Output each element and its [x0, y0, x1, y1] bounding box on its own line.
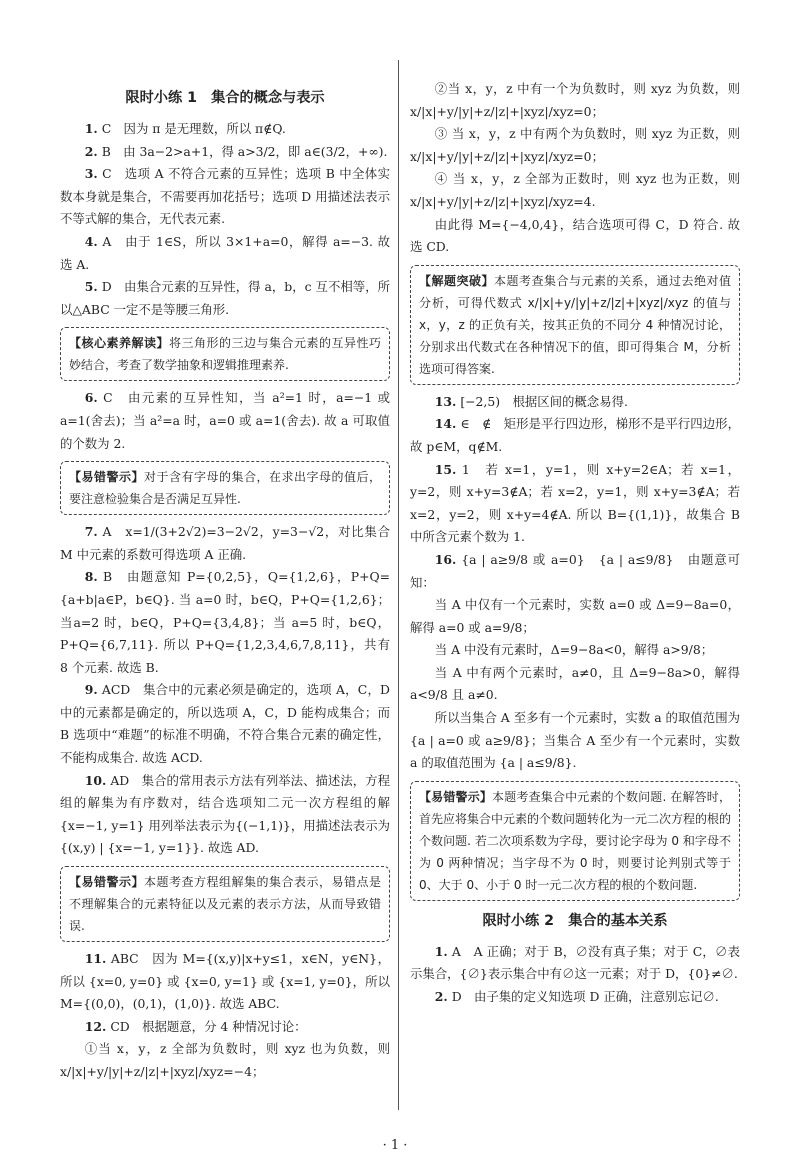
column-rule-top — [398, 60, 399, 78]
note-tag: 【易错警示】 — [69, 875, 144, 890]
note-box — [410, 781, 740, 901]
case-paragraph: ①当 x，y，z 全部为负数时，则 xyz 也为负数，则 x/|x|+y/|y|+z/|z|+|xyz|/xyz=−4； — [60, 1041, 390, 1079]
note-tag: 【易错警示】 — [419, 789, 493, 804]
item-number: 5. — [84, 279, 98, 295]
item-number: 2. — [84, 143, 98, 159]
item-number: 10. — [84, 772, 107, 788]
item-text: D 由集合元素的互异性，得 a，b，c 互不相等，所以△ABC 一定不是等腰三角形. — [60, 279, 390, 317]
item-text: {a | a≥9/8 或 a=0} {a | a≤9/8} 由题意可知： — [410, 551, 740, 590]
item-number: 8. — [84, 569, 98, 585]
item-number: 6. — [84, 390, 98, 406]
answer-item — [410, 413, 740, 458]
paragraph-list — [410, 594, 740, 775]
answer-item — [60, 231, 390, 276]
item-text: [−2,5) 根据区间的概念易得. — [460, 393, 628, 409]
item-number: 15. — [434, 461, 457, 477]
item-text: A A 正确；对于 B，∅没有真子集；对于 C，∅表示集合，{∅}表示集合中有∅这一元素；对于 D，{0}≠∅. — [410, 943, 740, 982]
item-number: 9. — [84, 682, 98, 698]
note-box — [410, 265, 740, 385]
right-column — [410, 78, 740, 1009]
answer-item — [60, 163, 390, 231]
answer-list — [410, 941, 740, 1009]
note-tag: 【解题突破】 — [419, 273, 494, 288]
note-text: 对于含有字母的集合，在求出字母的值后，要注意检验集合是否满足互异性. — [69, 470, 381, 507]
item-text: C 由元素的互异性知，当 a²=1 时，a=−1 或 a=1(舍去)；当 a²=a 时，a=0 或 a=1(舍去). 故 a 可取值的个数为 2. — [60, 390, 390, 451]
answer-item — [60, 521, 390, 566]
case-paragraph: ④ 当 x，y，z 全部为正数时，则 xyz 也为正数，则 x/|x|+y/|y|+z/|z|+|xyz|/xyz=4. — [410, 171, 740, 209]
item-number: 4. — [84, 233, 98, 249]
answer-item — [60, 770, 390, 860]
item-text: ∈ ∉ 矩形是平行四边形，梯形不是平行四边形，故 p∈M，q∉M. — [410, 416, 740, 454]
answer-item — [60, 1016, 390, 1039]
answer-item — [60, 118, 390, 141]
answer-item — [410, 459, 740, 549]
item-number: 2. — [434, 989, 448, 1005]
answer-list — [60, 387, 390, 455]
answer-item — [410, 986, 740, 1009]
case-paragraph: ③ 当 x，y，z 中有两个为负数时，则 xyz 为正数，则 x/|x|+y/|y|+z/|z|+|xyz|/xyz=0； — [410, 126, 740, 164]
item-text: D 由子集的定义知选项 D 正确，注意别忘记∅. — [451, 989, 719, 1005]
item-text: 1 若 x=1，y=1，则 x+y=2∈A；若 x=1，y=2，则 x+y=3∉A；若 x=2，y=1，则 x+y=3∉A；若 x=2，y=2，则 x+y=4∉A. 所以 B={(1,1)}，故集合 B 中所含元素个数为 1. — [410, 461, 740, 545]
item-number: 3. — [84, 166, 98, 182]
case-paragraph: ②当 x，y，z 中有一个为负数时，则 xyz 为负数，则 x/|x|+y/|y|+z/|z|+|xyz|/xyz=0； — [410, 81, 740, 119]
left-column — [60, 78, 390, 1084]
answer-item — [410, 391, 740, 414]
case-list — [410, 78, 740, 259]
solution-paragraph: 当 A 中仅有一个元素时，实数 a=0 或 Δ=9−8a=0，解得 a=0 或 a=9/8； — [410, 597, 740, 635]
answer-item — [410, 941, 740, 986]
note-text: 将三角形的三边与集合元素的互异性巧妙结合，考查了数学抽象和逻辑推理素养. — [69, 336, 381, 373]
section-title-1: 限时小练 1 集合的概念与表示 — [125, 90, 325, 106]
item-number: 1. — [84, 121, 98, 136]
section-title-2: 限时小练 2 集合的基本关系 — [482, 912, 668, 929]
note-box — [60, 461, 390, 515]
answer-item — [60, 679, 390, 769]
item-text: C 选项 A 不符合元素的互异性；选项 B 中全体实数本身就是集合，不需要再加花括号；选项 D 用描述法表示不等式解的集合，无代表元素. — [60, 166, 390, 227]
item-number: 16. — [434, 551, 457, 567]
column-divider — [398, 78, 399, 1110]
answer-item — [60, 387, 390, 455]
item-text: A 由于 1∈S，所以 3×1+a=0，解得 a=−3. 故选 A. — [60, 233, 390, 272]
answer-list — [60, 521, 390, 860]
answer-list — [60, 948, 390, 1038]
page-number: · 1 · — [382, 1138, 408, 1153]
answer-item — [60, 948, 390, 1016]
item-number: 11. — [84, 951, 107, 967]
solution-paragraph: 所以当集合 A 至多有一个元素时，实数 a 的取值范围为 {a | a=0 或 a≥9/8}；当集合 A 至少有一个元素时，实数 a 的取值范围为 {a | a≤9/8}. — [410, 710, 740, 771]
answer-list — [60, 118, 390, 321]
item-text: CD 根据题意，分 4 种情况讨论： — [110, 1018, 307, 1034]
answer-item — [60, 141, 390, 164]
item-text: ACD 集合中的元素必须是确定的，选项 A，C，D 中的元素都是确定的，所以选项 A，C，D 能构成集合；而 B 选项中“难题”的标准不明确，不符合集合元素的确定性，不能构成集合. 故选 ACD. — [60, 682, 390, 766]
note-text: 本题考查方程组解集的集合表示，易错点是不理解集合的元素特征以及元素的表示方法，从而导致错误. — [69, 875, 381, 934]
answer-list — [410, 391, 740, 594]
item-number: 1. — [434, 943, 448, 959]
answer-item — [60, 276, 390, 321]
item-number: 13. — [434, 393, 457, 409]
item-text: B 由题意知 P={0,2,5}，Q={1,2,6}，P+Q={a+b|a∈P，b∈Q}. 当 a=0 时，b∈Q，P+Q={1,2,6}；当a=2 时，b∈Q，P+Q={3,4,8}；当 a=5 时，b∈Q，P+Q={6,7,11}. 所以 P+Q={1,2,3,4,6,7,8,11}，共有 8 个元素. 故选 B. — [60, 569, 390, 675]
case-paragraph: 由此得 M={−4,0,4}，结合选项可得 C，D 符合. 故选 CD. — [410, 216, 740, 255]
note-box — [60, 866, 390, 942]
note-tag: 【易错警示】 — [69, 470, 144, 485]
item-text: AD 集合的常用表示方法有列举法、描述法，方程组的解集为有序数对，结合选项知二元一次方程组的解 {x=−1, y=1} 用列举法表示为{(−1,1)}，用描述法表示为 {(x,y) | {x=−1, y=1}}. 故选 AD. — [60, 772, 390, 856]
item-text: ABC 因为 M={(x,y)|x+y≤1，x∈N，y∈N}，所以 {x=0, y=0} 或 {x=0, y=1} 或 {x=1, y=0}，所以 M={(0,0)，(0,1)，(1,0)}. 故选 ABC. — [60, 951, 390, 1012]
item-number: 14. — [434, 416, 457, 432]
solution-paragraph: 当 A 中有两个元素时，a≠0，且 Δ=9−8a>0，解得 a<9/8 且 a≠0. — [410, 664, 740, 703]
item-text: A x=1/(3+2√2)=3−2√2，y=3−√2，对比集合 M 中元素的系数可得选项 A 正确. — [60, 524, 390, 562]
answer-item — [60, 566, 390, 679]
note-box — [60, 327, 390, 381]
solution-paragraph: 当 A 中没有元素时，Δ=9−8a<0，解得 a>9/8； — [434, 642, 714, 658]
item-text: C 因为 π 是无理数，所以 π∉Q. — [101, 121, 286, 136]
answer-item — [410, 549, 740, 594]
item-number: 12. — [84, 1018, 107, 1034]
note-text: 本题考查集合与元素的关系，通过去绝对值分析，可得代数式 x/|x|+y/|y|+z/|z|+|xyz|/xyz 的值与 x，y，z 的正负有关，按其正负的不同分 4 种情况讨论，分别求出代数式在各种情况下的值，即可得集合 M，分析选项可得答案. — [419, 273, 731, 376]
item-number: 7. — [84, 524, 98, 540]
item-text: B 由 3a−2>a+1，得 a>3/2，即 a∈(3/2，+∞). — [101, 143, 388, 159]
note-text: 本题考查集合中元素的个数问题. 在解答时，首先应将集合中元素的个数问题转化为一元二次方程的根的个数问题. 若二次项系数为字母，要讨论字母为 0 和字母不为 0 两种情况；当字母不为 0 时，则要讨论判别式等于 0、大于 0、小于 0 时一元二次方程的根的个数问题. — [419, 789, 732, 892]
note-tag: 【核心素养解读】 — [69, 336, 169, 351]
